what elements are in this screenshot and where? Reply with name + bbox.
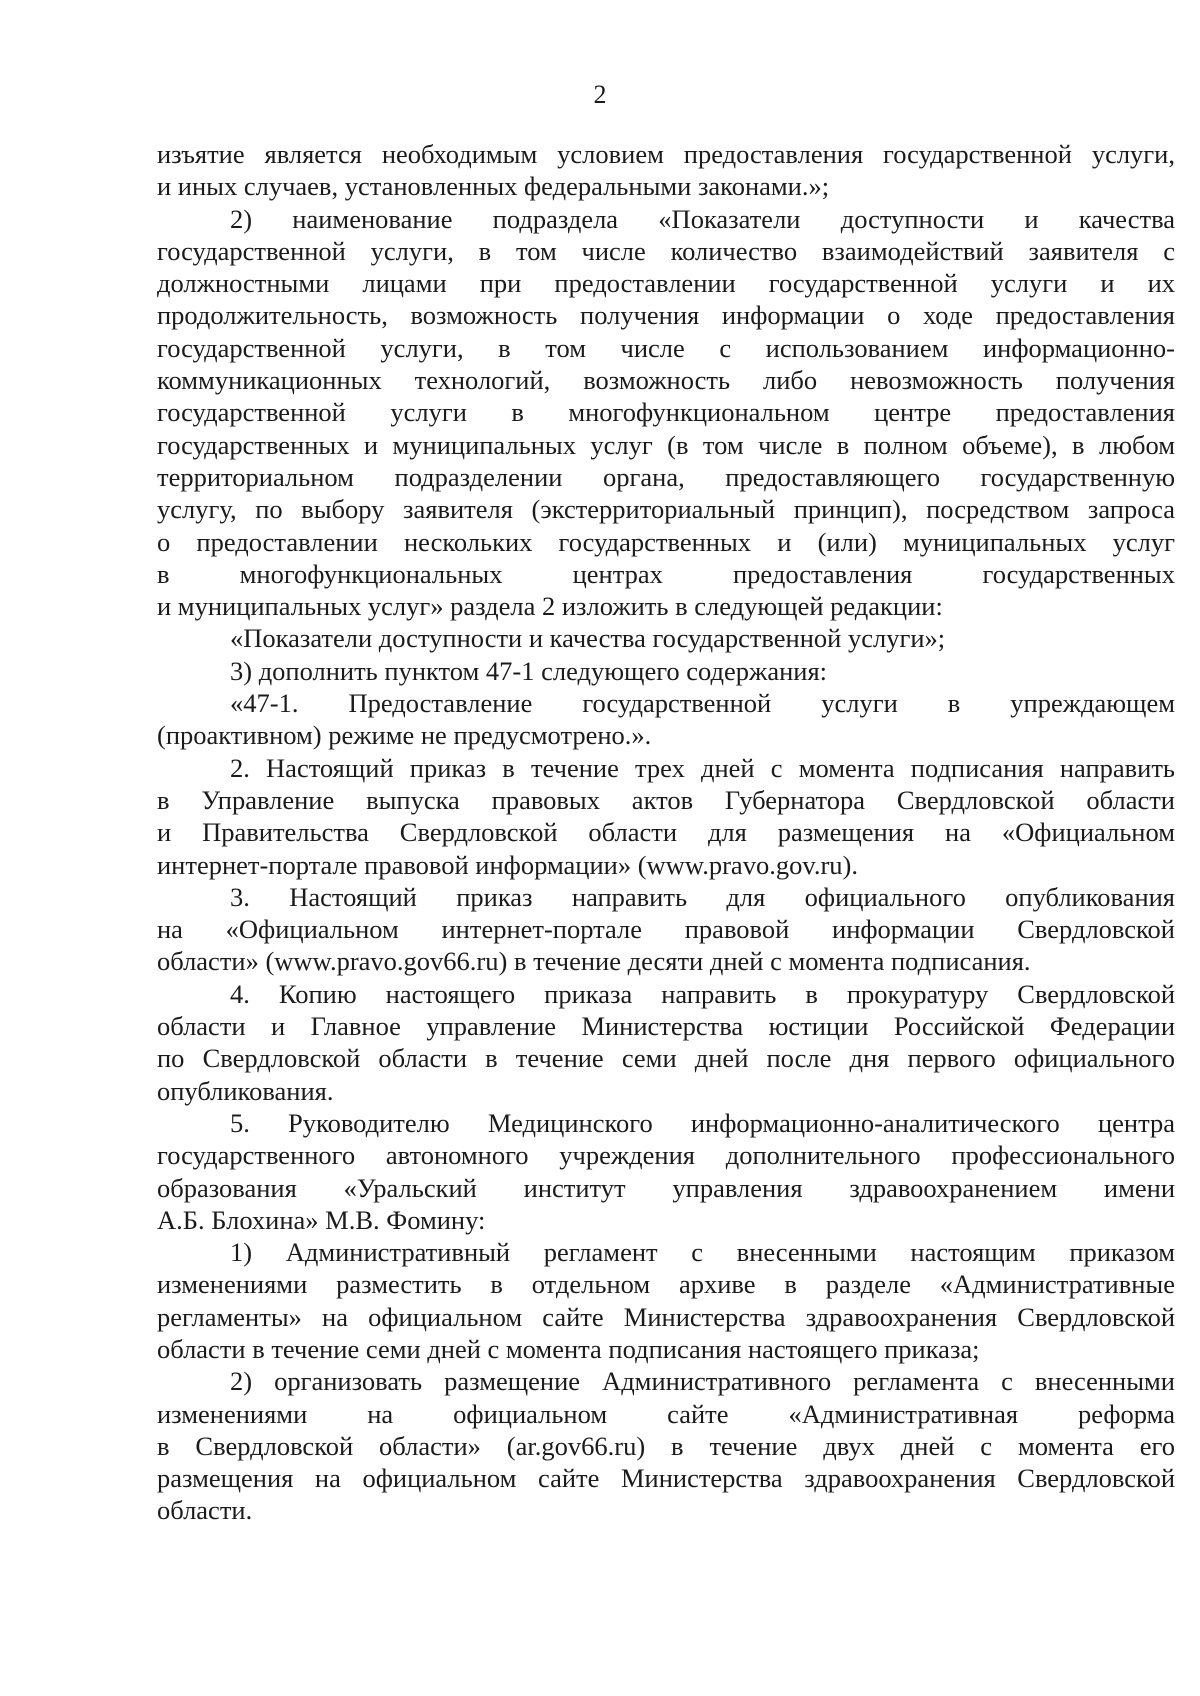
text-line: государственного автономного учреждения дополнительного профессионального	[157, 1140, 1175, 1171]
text-line: 3) дополнить пунктом 47-1 следующего содержания:	[230, 655, 828, 686]
text-line: изъятие является необходимым условием предоставления государственной услуги,	[157, 139, 1175, 169]
text-line: в Свердловской области» (ar.gov66.ru) в течение двух дней с момента его	[157, 1430, 1175, 1461]
text-line: области» (www.pravo.gov66.ru) в течение десяти дней с момента подписания.	[157, 946, 1031, 977]
text-line: А.Б. Блохина» М.В. Фомину:	[157, 1204, 486, 1235]
text-line: «Показатели доступности и качества государственной услуги»;	[230, 623, 946, 654]
text-line: государственной услуги, в том числе с использованием информационно-	[157, 332, 1175, 363]
text-line: опубликования.	[157, 1075, 334, 1106]
text-line: 3. Настоящий приказ направить для официального опубликования	[230, 881, 1175, 912]
text-line: регламенты» на официальном сайте Министерства здравоохранения Свердловской	[157, 1301, 1175, 1332]
text-line: услугу, по выбору заявителя (экстерриториальный принцип), посредством запроса	[157, 494, 1175, 525]
text-line: изменениями разместить в отдельном архиве в разделе «Административные	[157, 1269, 1175, 1300]
text-line: государственной услуги в многофункциональном центре предоставления	[157, 397, 1175, 428]
text-line: коммуникационных технологий, возможность либо невозможность получения	[157, 365, 1175, 396]
text-line: территориальном подразделении органа, предоставляющего государственную	[157, 461, 1175, 492]
text-line: размещения на официальном сайте Министерства здравоохранения Свердловской	[157, 1463, 1175, 1494]
text-line: области.	[157, 1495, 253, 1526]
text-line: в Управление выпуска правовых актов Губернатора Свердловской области	[157, 784, 1175, 815]
text-line: 2. Настоящий приказ в течение трех дней с момента подписания направить	[230, 752, 1175, 783]
text-line: продолжительность, возможность получения информации о ходе предоставления	[157, 300, 1175, 331]
text-line: 5. Руководителю Медицинского информационно-аналитического центра	[230, 1107, 1175, 1138]
text-line: 1) Административный регламент с внесенными настоящим приказом	[230, 1237, 1175, 1268]
text-line: области в течение семи дней с момента подписания настоящего приказа;	[157, 1333, 980, 1364]
text-line: 2) организовать размещение Административного регламента с внесенными	[230, 1366, 1175, 1397]
text-line: на «Официальном интернет-портале правовой информации Свердловской	[157, 914, 1175, 945]
text-line: (проактивном) режиме не предусмотрено.».	[157, 720, 652, 751]
text-line: о предоставлении нескольких государственных и (или) муниципальных услуг	[157, 526, 1175, 557]
text-line: образования «Уральский институт управления здравоохранением имени	[157, 1172, 1175, 1203]
page-number: 2	[593, 80, 607, 109]
text-line: области и Главное управление Министерства юстиции Российской Федерации	[157, 1011, 1175, 1042]
text-line: по Свердловской области в течение семи дней после дня первого официального	[157, 1043, 1175, 1074]
document-body	[157, 138, 1175, 1527]
text-line: изменениями на официальном сайте «Административная реформа	[157, 1398, 1175, 1429]
text-line: должностными лицами при предоставлении государственной услуги и их	[157, 268, 1175, 299]
text-line: и иных случаев, установленных федеральными законами.»;	[157, 171, 830, 202]
text-line: государственной услуги, в том числе количество взаимодействий заявителя с	[157, 235, 1175, 266]
text-line: и Правительства Свердловской области для размещения на «Официальном	[157, 817, 1175, 848]
text-line: государственных и муниципальных услуг (в том числе в полном объеме), в любом	[157, 429, 1175, 460]
text-line: «47-1. Предоставление государственной услуги в упреждающем	[230, 688, 1175, 719]
text-line: и муниципальных услуг» раздела 2 изложить в следующей редакции:	[157, 591, 943, 622]
text-line: в многофункциональных центрах предоставления государственных	[157, 558, 1175, 589]
text-line: интернет-портале правовой информации» (www.pravo.gov.ru).	[157, 849, 858, 880]
text-line: 4. Копию настоящего приказа направить в прокуратуру Свердловской	[230, 978, 1175, 1009]
text-line: 2) наименование подраздела «Показатели доступности и качества	[230, 203, 1175, 234]
